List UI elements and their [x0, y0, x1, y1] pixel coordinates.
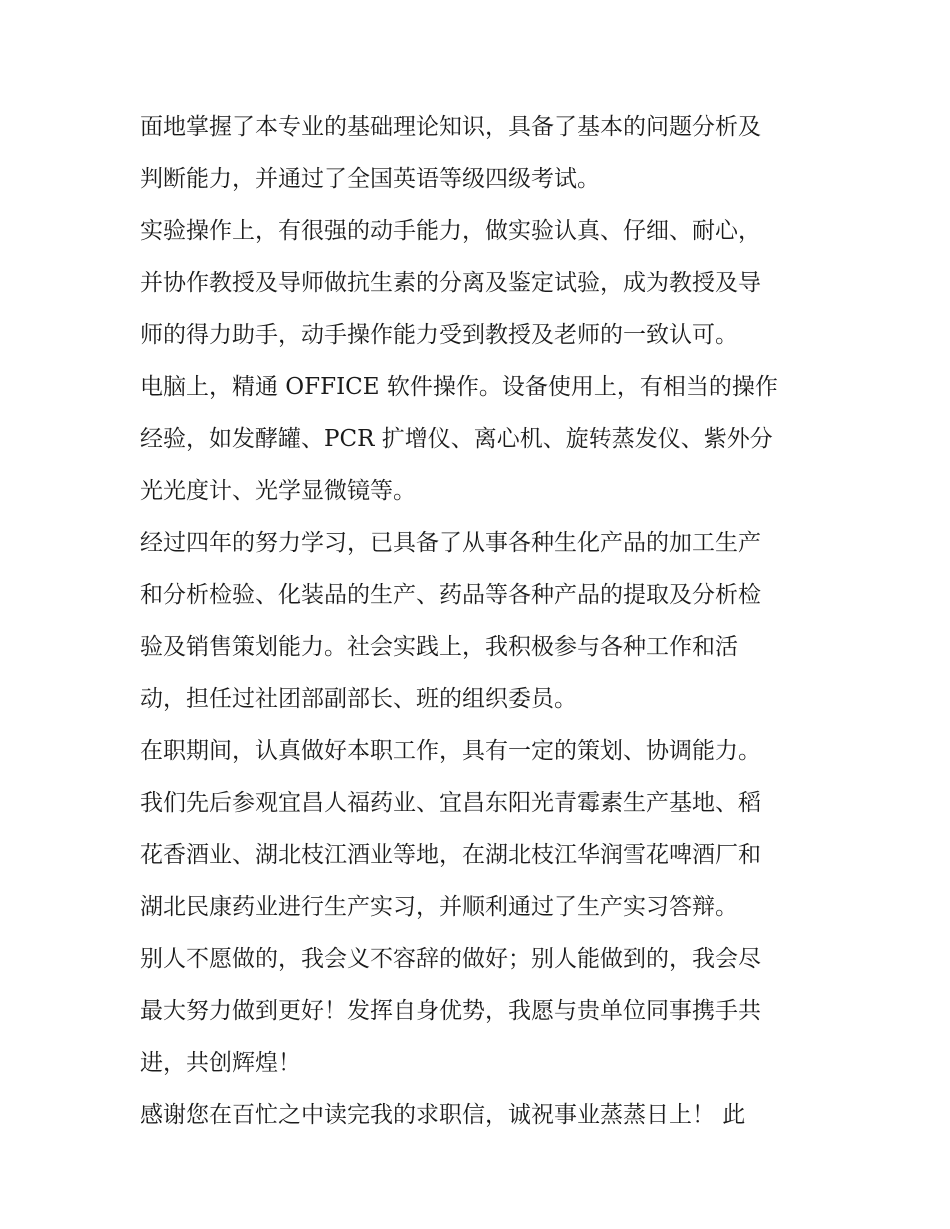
text-line: 并协作教授及导师做抗生素的分离及鉴定试验，成为教授及导: [140, 270, 761, 296]
text-line: 花香酒业、湖北枝江酒业等地，在湖北枝江华润雪花啤酒厂和: [140, 842, 761, 868]
text-line: 面地掌握了本专业的基础理论知识，具备了基本的问题分析及: [140, 114, 761, 140]
document-body: [140, 101, 820, 1141]
text-line: 判断能力，并通过了全国英语等级四级考试。: [140, 166, 600, 192]
text-line: 和分析检验、化装品的生产、药品等各种产品的提取及分析检: [140, 582, 761, 608]
text-line: 师的得力助手，动手操作能力受到教授及老师的一致认可。: [140, 322, 738, 348]
text-line: 湖北民康药业进行生产实习，并顺利通过了生产实习答辩。: [140, 894, 738, 920]
text-line: 别人不愿做的，我会义不容辞的做好；别人能做到的，我会尽: [140, 946, 761, 972]
text-line: 进，共创辉煌！: [140, 1050, 301, 1076]
text-line: 经过四年的努力学习，已具备了从事各种生化产品的加工生产: [140, 530, 761, 556]
text-line: 经验，如发酵罐、PCR 扩增仪、离心机、旋转蒸发仪、紫外分: [140, 426, 773, 452]
text-line: 我们先后参观宜昌人福药业、宜昌东阳光青霉素生产基地、稻: [140, 790, 761, 816]
text-line: 感谢您在百忙之中读完我的求职信，诚祝事业蒸蒸日上！ 此: [140, 1102, 746, 1128]
text-line: 在职期间，认真做好本职工作，具有一定的策划、协调能力。: [140, 738, 761, 764]
text-line: 验及销售策划能力。社会实践上，我积极参与各种工作和活: [140, 634, 738, 660]
text-line: 动，担任过社团部副部长、班的组织委员。: [140, 686, 577, 712]
text-line: 电脑上，精通 OFFICE 软件操作。设备使用上，有相当的操作: [140, 374, 778, 400]
text-line: 实验操作上，有很强的动手能力，做实验认真、仔细、耐心，: [140, 218, 761, 244]
text-line: 最大努力做到更好！发挥自身优势，我愿与贵单位同事携手共: [140, 998, 761, 1024]
text-line: 光光度计、光学显微镜等。: [140, 478, 416, 504]
